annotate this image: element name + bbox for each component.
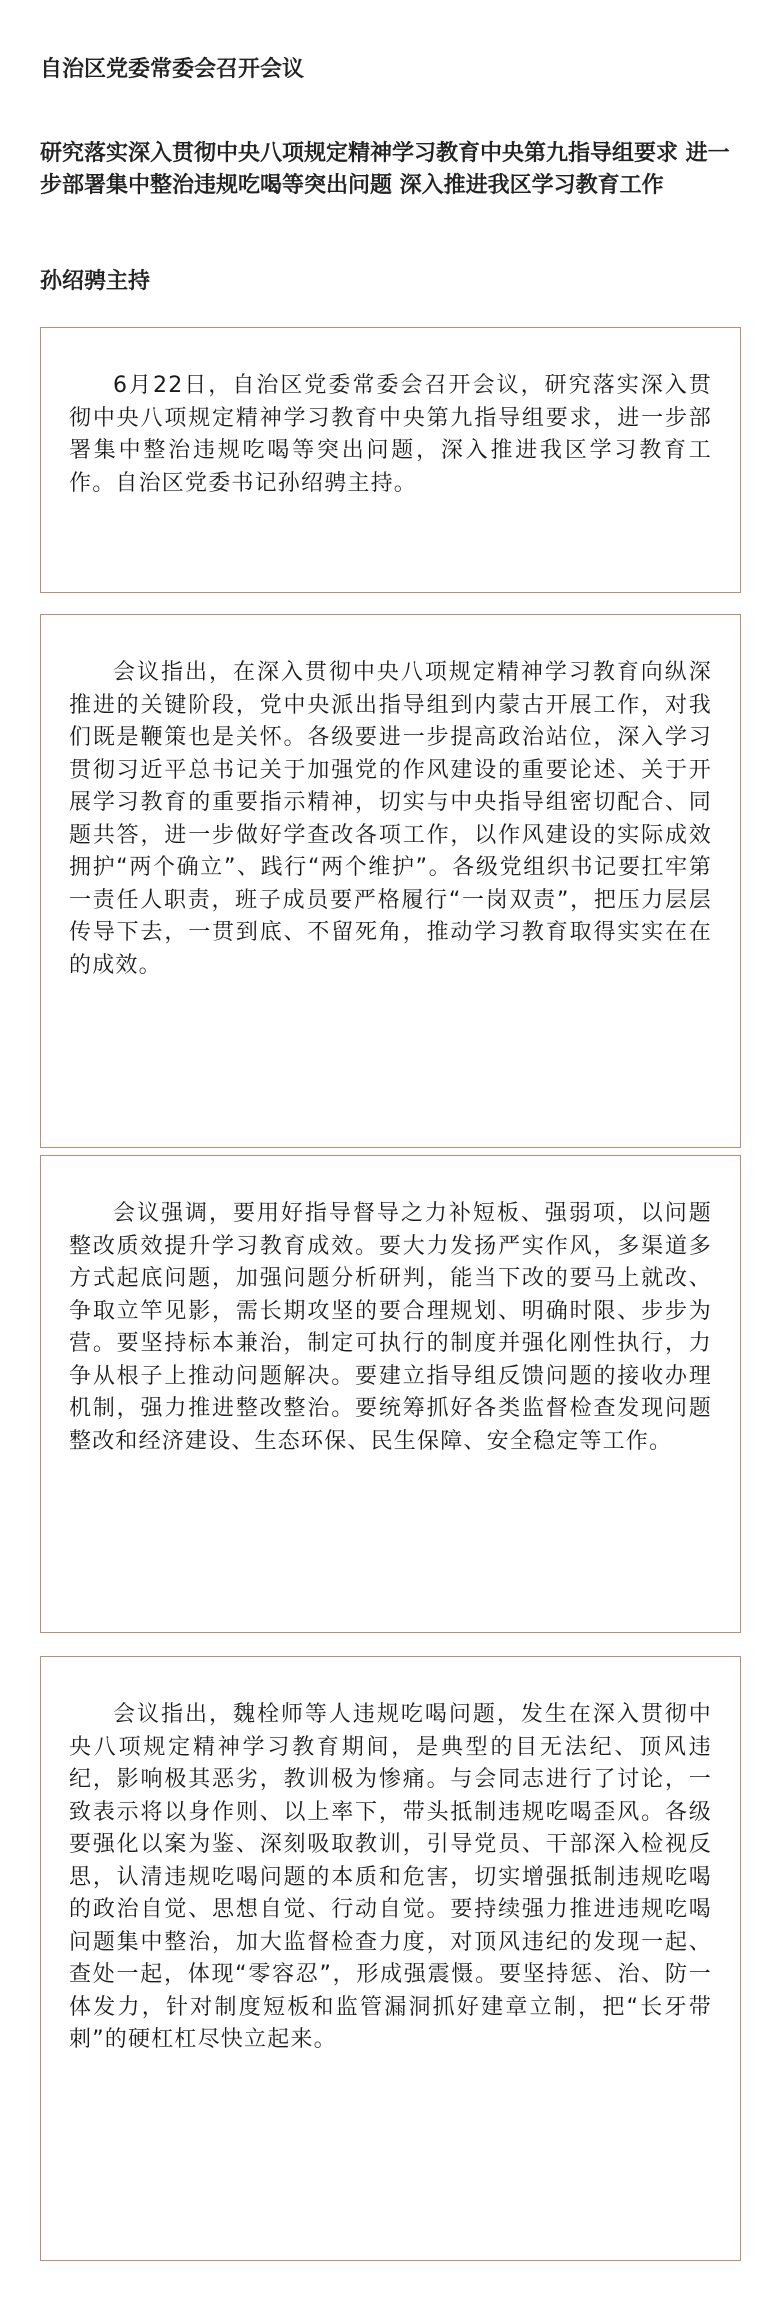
paragraph-text: 会议指出，在深入贯彻中央八项规定精神学习教育向纵深推进的关键阶段，党中央派出指导组到内蒙古开展工作，对我们既是鞭策也是关怀。各级要进一步提高政治站位，深入学习贯彻习近平总书记关于加强党的作风建设的重要论述、关于开展学习教育的重要指示精神，切实与中央指导组密切配合、同题共答，进一步做好学查改各项工作，以作风建设的实际成效拥护“两个确立”、践行“两个维护”。各级党组织书记要扛牢第一责任人职责，班子成员要严格履行“一岗双责”，把压力层层传导下去，一贯到底、不留死角，推动学习教育取得实实在在的成效。 xyxy=(69,660,712,978)
paragraph-box-2 xyxy=(40,614,741,1148)
paragraph-box-3 xyxy=(40,1155,741,1633)
paragraph-box-1 xyxy=(40,327,741,593)
paragraph-box-4 xyxy=(40,1656,741,2261)
paragraph-text: 会议指出，魏栓师等人违规吃喝问题，发生在深入贯彻中央八项规定精神学习教育期间，是典型的目无法纪、顶风违纪，影响极其恶劣，教训极为惨痛。与会同志进行了讨论，一致表示将以身作则、以上率下，带头抵制违规吃喝歪风。各级要强化以案为鉴、深刻吸取教训，引导党员、干部深入检视反思，认清违规吃喝问题的本质和危害，切实增强抵制违规吃喝的政治自觉、思想自觉、行动自觉。要持续强力推进违规吃喝问题集中整治，加大监督检查力度，对顶风违纪的发现一起、查处一起，体现“零容忍”，形成强震慑。要坚持惩、治、防一体发力，针对制度短板和监管漏洞抓好建章立制，把“长牙带刺”的硬杠杠尽快立起来。 xyxy=(69,1702,712,2052)
article-subtitle: 研究落实深入贯彻中央八项规定精神学习教育中央第九指导组要求 进一步部署集中整治违规吃喝等突出问题 深入推进我区学习教育工作 xyxy=(40,141,730,198)
paragraph-text: 6月22日，自治区党委常委会召开会议，研究落实深入贯彻中央八项规定精神学习教育中央第九指导组要求，进一步部署集中整治违规吃喝等突出问题，深入推进我区学习教育工作。自治区党委书记孙绍骋主持。 xyxy=(69,373,712,496)
article-host-line: 孙绍骋主持 xyxy=(40,269,151,294)
paragraph-text: 会议强调，要用好指导督导之力补短板、强弱项，以问题整改质效提升学习教育成效。要大力发扬严实作风，多渠道多方式起底问题，加强问题分析研判，能当下改的要马上就改、争取立竿见影，需长期攻坚的要合理规划、明确时限、步步为营。要坚持标本兼治，制定可执行的制度并强化刚性执行，力争从根子上推动问题解决。要建立指导组反馈问题的接收办理机制，强力推进整改整治。要统筹抓好各类监督检查发现问题整改和经济建设、生态环保、民生保障、安全稳定等工作。 xyxy=(69,1201,712,1454)
article-title: 自治区党委常委会召开会议 xyxy=(40,57,305,82)
